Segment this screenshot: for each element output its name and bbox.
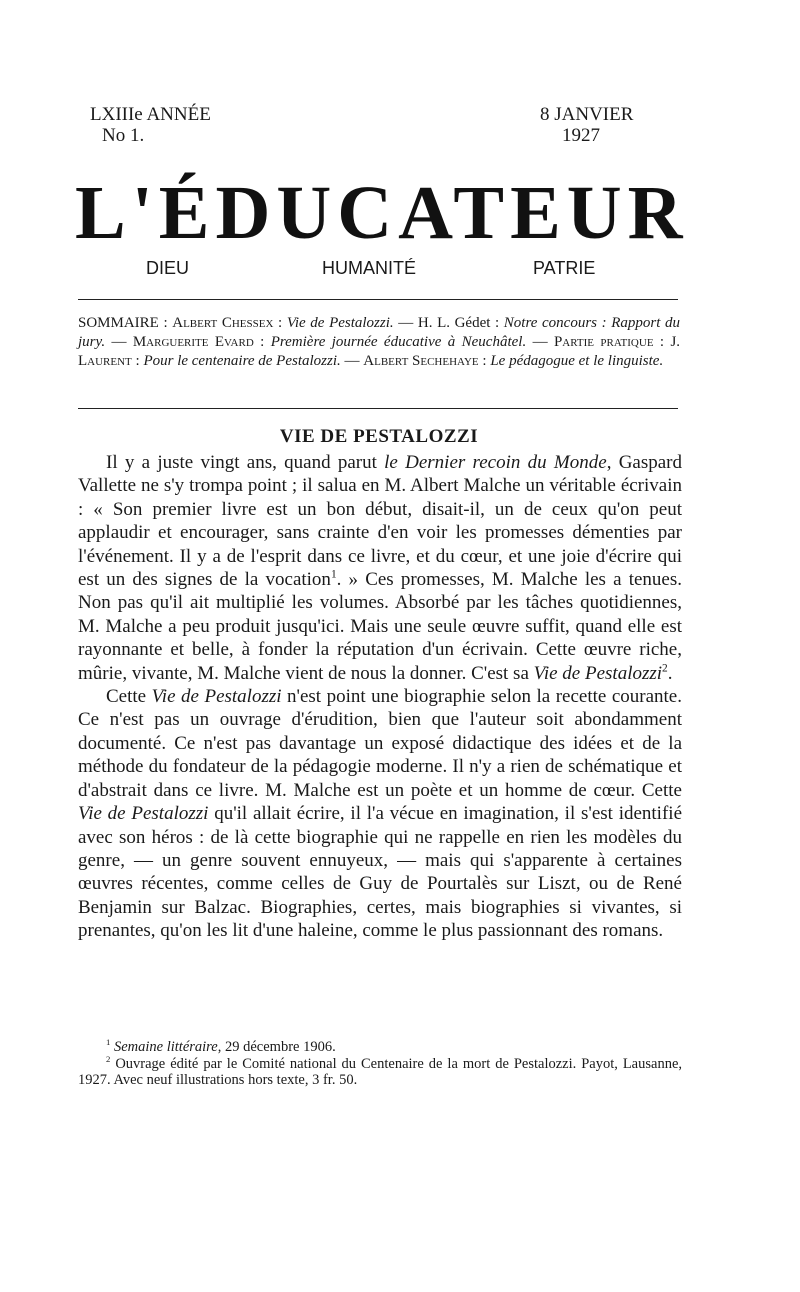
motto-dieu: DIEU xyxy=(146,258,190,278)
summary-title-4: Pour le centenaire de Pestalozzi. xyxy=(143,353,341,369)
summary-author-5: Albert Sechehaye xyxy=(363,353,479,369)
top-rule xyxy=(78,299,678,300)
summary-section-4: Partie pratique xyxy=(553,334,654,350)
volume-year: LXIIIe ANNÉE xyxy=(90,104,211,125)
summary-title-2: Notre concours : Rapport du jury. xyxy=(78,315,680,350)
issue-number: No 1. xyxy=(102,125,145,146)
summary-author-1: Albert Chessex xyxy=(172,315,274,331)
text-run: Il y a juste vingt ans, quand parut xyxy=(106,452,385,473)
summary: SOMMAIRE : Albert Chessex : Vie de Pestalozzi. — H. L. Gédet : Notre concours : Rapport du jury. — Marguerite Evard : Première journée éducative à Neuchâtel. — Partie pratique : J. Laurent : Pour le centenaire de Pestalozzi. — Albert Sechehaye : Le pédagogue et le linguiste. xyxy=(78,315,681,369)
issue-date: 8 JANVIER xyxy=(540,104,634,125)
paragraph-2 xyxy=(78,685,682,942)
footnotes xyxy=(78,1039,682,1089)
footnote-mark: 1 xyxy=(106,1037,111,1048)
summary-title-3: Première journée éducative à Neuchâtel. xyxy=(270,334,527,350)
text-run: , Gaspard Vallette ne s'y trompa point ; il salua en M. Albert Malche un véritable écrivain : « Son premier livre est un bon début, disait-il, un de ceux qu'on peut applaudir et encourager, sans crainte d'en voir les promesses démenties par l'événement. Il y a de l'esprit dans ce livre, et du cœur, et une joie d'écrire qui est un des signes de la vocation xyxy=(78,452,683,591)
text-run: . » Ces promesses, M. Malche les a tenues. Non pas qu'il ait multiplié les volumes. Absorbé par les tâches quotidiennes, M. Malche a peu produit jusqu'ici. Mais une seule œuvre suffit, quand elle est rayonnante et belle, à fonder la réputation d'un écrivain. Cette œuvre riche, mûrie, vivante, M. Malche vient de nous la donner. C'est sa xyxy=(78,569,682,684)
text-run: n'est point une biographie selon la recette courante. Ce n'est pas un ouvrage d'érudition, bien que l'auteur soit abondamment documenté. Ce n'est pas davantage un exposé didactique des idées et de la méthode du fondateur de la pédagogie moderne. Il n'y a rien de schématique et d'abstrait dans ce livre. M. Malche est un poète et un homme de cœur. Cette xyxy=(78,686,682,801)
book-title: Vie de Pestalozzi xyxy=(533,662,663,684)
summary-author-2: H. L. Gédet xyxy=(417,315,491,331)
summary-title-1: Vie de Pestalozzi. xyxy=(286,315,394,331)
text-run: qu'il allait écrire, il l'a vécue en imagination, il s'est identifié avec son héros : de là cette biographie qui ne rappelle en rien les modèles du genre, — un genre souvent ennuyeux, — mais qui s'apparente à certaines œuvres récentes, comme celles de Guy de Pourtalès sur Liszt, ou de René Benjamin sur Balzac. Biographies, certes, mais biographies si vivantes, si prenantes, qu'on les lit d'une haleine, comme le plus passionnant des romans. xyxy=(78,803,683,942)
footnote-2 xyxy=(78,1053,683,1089)
footnote-source: Semaine littéraire xyxy=(113,1039,218,1055)
footnote-1 xyxy=(78,1039,682,1056)
paragraph-1 xyxy=(78,451,682,685)
article-title: VIE DE PESTALOZZI xyxy=(279,426,479,447)
summary-title-5: Le pédagogue et le linguiste. xyxy=(490,353,664,369)
summary-label: SOMMAIRE : xyxy=(78,315,168,331)
footnote-text: Ouvrage édité par le Comité national du Centenaire de la mort de Pestalozzi. Payot, Lausanne, 1927. Avec neuf illustrations hors texte, 3 fr. 50. xyxy=(78,1055,683,1088)
issue-year: 1927 xyxy=(562,125,600,146)
summary-author-4: J. Laurent xyxy=(78,334,681,369)
motto-patrie: PATRIE xyxy=(533,258,596,278)
masthead-title: L'ÉDUCATEUR xyxy=(75,171,689,255)
article-body xyxy=(78,451,682,943)
text-run: Cette xyxy=(106,686,152,708)
text-run: . xyxy=(667,662,673,684)
book-title: Vie de Pestalozzi xyxy=(78,803,209,825)
footnote-ref-2: 2 xyxy=(662,662,668,675)
footnote-ref-1: 1 xyxy=(330,568,337,581)
summary-rule xyxy=(78,408,678,409)
summary-author-3: Marguerite Evard xyxy=(132,334,254,350)
footnote-text: , 29 décembre 1906. xyxy=(217,1039,336,1055)
footnote-mark: 2 xyxy=(106,1053,111,1064)
book-title: le Dernier recoin du Monde xyxy=(384,452,607,473)
motto-humanite: HUMANITÉ xyxy=(322,258,416,278)
book-title: Vie de Pestalozzi xyxy=(151,686,282,708)
